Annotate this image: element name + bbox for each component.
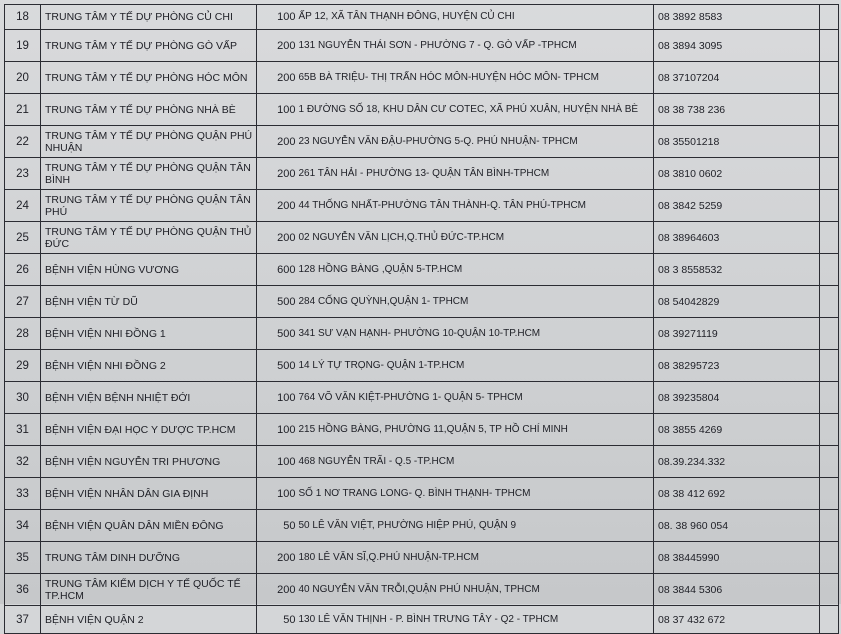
facility-name: TRUNG TÂM Y TẾ DỰ PHÒNG QUẬN THỦ ĐỨC (41, 222, 257, 254)
address: 14 LÝ TỰ TRỌNG- QUẬN 1-TP.HCM (298, 350, 654, 382)
facility-name: TRUNG TÂM Y TẾ DỰ PHÒNG QUẬN TÂN BÌNH (41, 158, 257, 190)
facility-name: BỆNH VIỆN NGUYỄN TRI PHƯƠNG (41, 446, 257, 478)
quantity: 200 (257, 542, 298, 574)
table-row (5, 190, 839, 222)
address: 261 TÂN HẢI - PHƯỜNG 13- QUẬN TÂN BÌNH-TPHCM (298, 158, 654, 190)
facility-name: TRUNG TÂM KIỂM DỊCH Y TẾ QUỐC TẾ TP.HCM (41, 574, 257, 606)
facility-name: BỆNH VIỆN QUẬN 2 (41, 606, 257, 634)
table-row (5, 574, 839, 606)
phone-number: 08 38445990 (654, 542, 820, 574)
empty-cell (820, 446, 839, 478)
empty-cell (820, 94, 839, 126)
address: 02 NGUYỄN VĂN LỊCH,Q.THỦ ĐỨC-TP.HCM (298, 222, 654, 254)
facility-name: TRUNG TÂM Y TẾ DỰ PHÒNG GÒ VẤP (41, 30, 257, 62)
quantity: 50 (257, 510, 298, 542)
table-row (5, 158, 839, 190)
empty-cell (820, 318, 839, 350)
facility-name: BỆNH VIỆN ĐẠI HỌC Y DƯỢC TP.HCM (41, 414, 257, 446)
row-number: 26 (5, 254, 41, 286)
quantity: 600 (257, 254, 298, 286)
empty-cell (820, 158, 839, 190)
phone-number: 08 3 8558532 (654, 254, 820, 286)
address: 341 SƯ VẠN HẠNH- PHƯỜNG 10-QUẬN 10-TP.HCM (298, 318, 654, 350)
facility-name: BỆNH VIỆN QUÂN DÂN MIỀN ĐÔNG (41, 510, 257, 542)
address: 215 HỒNG BÀNG, PHƯỜNG 11,QUẬN 5, TP HỒ CHÍ MINH (298, 414, 654, 446)
table-row (5, 510, 839, 542)
row-number: 25 (5, 222, 41, 254)
phone-number: 08 39235804 (654, 382, 820, 414)
quantity: 100 (257, 414, 298, 446)
address: 130 LÊ VĂN THỊNH - P. BÌNH TRƯNG TÂY - Q2 - TPHCM (298, 606, 654, 634)
phone-number: 08 38 738 236 (654, 94, 820, 126)
address: 128 HỒNG BÀNG ,QUẬN 5-TP.HCM (298, 254, 654, 286)
table-row (5, 318, 839, 350)
quantity: 500 (257, 286, 298, 318)
phone-number: 08 54042829 (654, 286, 820, 318)
empty-cell (820, 126, 839, 158)
phone-number: 08 3892 8583 (654, 5, 820, 30)
empty-cell (820, 286, 839, 318)
facility-name: TRUNG TÂM Y TẾ DỰ PHÒNG QUẬN PHÚ NHUẬN (41, 126, 257, 158)
address: 40 NGUYỄN VĂN TRỖI,QUẬN PHÚ NHUẬN, TPHCM (298, 574, 654, 606)
table-row (5, 478, 839, 510)
empty-cell (820, 478, 839, 510)
row-number: 23 (5, 158, 41, 190)
phone-number: 08.39.234.332 (654, 446, 820, 478)
address: 50 LÊ VĂN VIỆT, PHƯỜNG HIỆP PHÚ, QUẬN 9 (298, 510, 654, 542)
row-number: 27 (5, 286, 41, 318)
phone-number: 08 37 432 672 (654, 606, 820, 634)
facility-name: BỆNH VIỆN NHI ĐỒNG 1 (41, 318, 257, 350)
table-row (5, 414, 839, 446)
row-number: 20 (5, 62, 41, 94)
quantity: 500 (257, 350, 298, 382)
quantity: 100 (257, 446, 298, 478)
phone-number: 08 38295723 (654, 350, 820, 382)
quantity: 200 (257, 574, 298, 606)
quantity: 200 (257, 222, 298, 254)
facility-name: TRUNG TÂM Y TẾ DỰ PHÒNG NHÀ BÈ (41, 94, 257, 126)
phone-number: 08 38 412 692 (654, 478, 820, 510)
address: ẤP 12, XÃ TÂN THẠNH ĐÔNG, HUYỆN CỦ CHI (298, 5, 654, 30)
empty-cell (820, 222, 839, 254)
row-number: 29 (5, 350, 41, 382)
quantity: 200 (257, 126, 298, 158)
empty-cell (820, 190, 839, 222)
facility-name: BỆNH VIỆN TỪ DŨ (41, 286, 257, 318)
row-number: 37 (5, 606, 41, 634)
row-number: 36 (5, 574, 41, 606)
address: 180 LÊ VĂN SĨ,Q.PHÚ NHUẬN-TP.HCM (298, 542, 654, 574)
address: 23 NGUYỄN VĂN ĐẬU-PHƯỜNG 5-Q. PHÚ NHUẬN- TPHCM (298, 126, 654, 158)
quantity: 100 (257, 5, 298, 30)
row-number: 18 (5, 5, 41, 30)
row-number: 24 (5, 190, 41, 222)
address: 284 CỐNG QUỲNH,QUẬN 1- TPHCM (298, 286, 654, 318)
table-row (5, 446, 839, 478)
empty-cell (820, 30, 839, 62)
phone-number: 08 3842 5259 (654, 190, 820, 222)
table-row (5, 94, 839, 126)
table-body (5, 5, 839, 634)
address: 44 THỐNG NHẤT-PHƯỜNG TÂN THÀNH-Q. TÂN PHÚ-TPHCM (298, 190, 654, 222)
row-number: 34 (5, 510, 41, 542)
quantity: 200 (257, 158, 298, 190)
table-row (5, 126, 839, 158)
facility-name: TRUNG TÂM DINH DƯỠNG (41, 542, 257, 574)
row-number: 19 (5, 30, 41, 62)
quantity: 200 (257, 62, 298, 94)
address: 131 NGUYỄN THÁI SƠN - PHƯỜNG 7 - Q. GÒ VẤP -TPHCM (298, 30, 654, 62)
quantity: 50 (257, 606, 298, 634)
row-number: 31 (5, 414, 41, 446)
row-number: 28 (5, 318, 41, 350)
empty-cell (820, 542, 839, 574)
row-number: 35 (5, 542, 41, 574)
phone-number: 08. 38 960 054 (654, 510, 820, 542)
facility-name: TRUNG TÂM Y TẾ DỰ PHÒNG QUẬN TÂN PHÚ (41, 190, 257, 222)
table-row (5, 62, 839, 94)
address: 468 NGUYỄN TRÃI - Q.5 -TP.HCM (298, 446, 654, 478)
phone-number: 08 35501218 (654, 126, 820, 158)
phone-number: 08 39271119 (654, 318, 820, 350)
empty-cell (820, 414, 839, 446)
address: 764 VÕ VĂN KIỆT-PHƯỜNG 1- QUẬN 5- TPHCM (298, 382, 654, 414)
table-row (5, 350, 839, 382)
quantity: 200 (257, 190, 298, 222)
empty-cell (820, 254, 839, 286)
facility-name: BỆNH VIỆN BỆNH NHIỆT ĐỚI (41, 382, 257, 414)
row-number: 32 (5, 446, 41, 478)
table-row (5, 542, 839, 574)
table-row (5, 5, 839, 30)
facility-name: TRUNG TÂM Y TẾ DỰ PHÒNG HÓC MÔN (41, 62, 257, 94)
table-row (5, 30, 839, 62)
row-number: 30 (5, 382, 41, 414)
table-row (5, 382, 839, 414)
row-number: 21 (5, 94, 41, 126)
quantity: 100 (257, 478, 298, 510)
row-number: 33 (5, 478, 41, 510)
phone-number: 08 3844 5306 (654, 574, 820, 606)
hospital-table (4, 4, 839, 634)
empty-cell (820, 5, 839, 30)
table-row (5, 222, 839, 254)
empty-cell (820, 510, 839, 542)
empty-cell (820, 606, 839, 634)
empty-cell (820, 62, 839, 94)
phone-number: 08 3810 0602 (654, 158, 820, 190)
address: SỐ 1 NƠ TRANG LONG- Q. BÌNH THẠNH- TPHCM (298, 478, 654, 510)
quantity: 100 (257, 382, 298, 414)
quantity: 500 (257, 318, 298, 350)
table-row (5, 606, 839, 634)
quantity: 100 (257, 94, 298, 126)
phone-number: 08 38964603 (654, 222, 820, 254)
table-row (5, 254, 839, 286)
table-row (5, 286, 839, 318)
address: 1 ĐƯỜNG SỐ 18, KHU DÂN CƯ COTEC, XÃ PHÚ XUÂN, HUYỆN NHÀ BÈ (298, 94, 654, 126)
address: 65B BÀ TRIỆU- THỊ TRẤN HÓC MÔN-HUYỆN HÓC MÔN- TPHCM (298, 62, 654, 94)
phone-number: 08 3855 4269 (654, 414, 820, 446)
facility-name: BỆNH VIỆN NHÂN DÂN GIA ĐỊNH (41, 478, 257, 510)
empty-cell (820, 574, 839, 606)
facility-name: TRUNG TÂM Y TẾ DỰ PHÒNG CỦ CHI (41, 5, 257, 30)
facility-name: BỆNH VIỆN HÙNG VƯƠNG (41, 254, 257, 286)
row-number: 22 (5, 126, 41, 158)
phone-number: 08 3894 3095 (654, 30, 820, 62)
phone-number: 08 37107204 (654, 62, 820, 94)
empty-cell (820, 350, 839, 382)
empty-cell (820, 382, 839, 414)
quantity: 200 (257, 30, 298, 62)
facility-name: BỆNH VIỆN NHI ĐỒNG 2 (41, 350, 257, 382)
